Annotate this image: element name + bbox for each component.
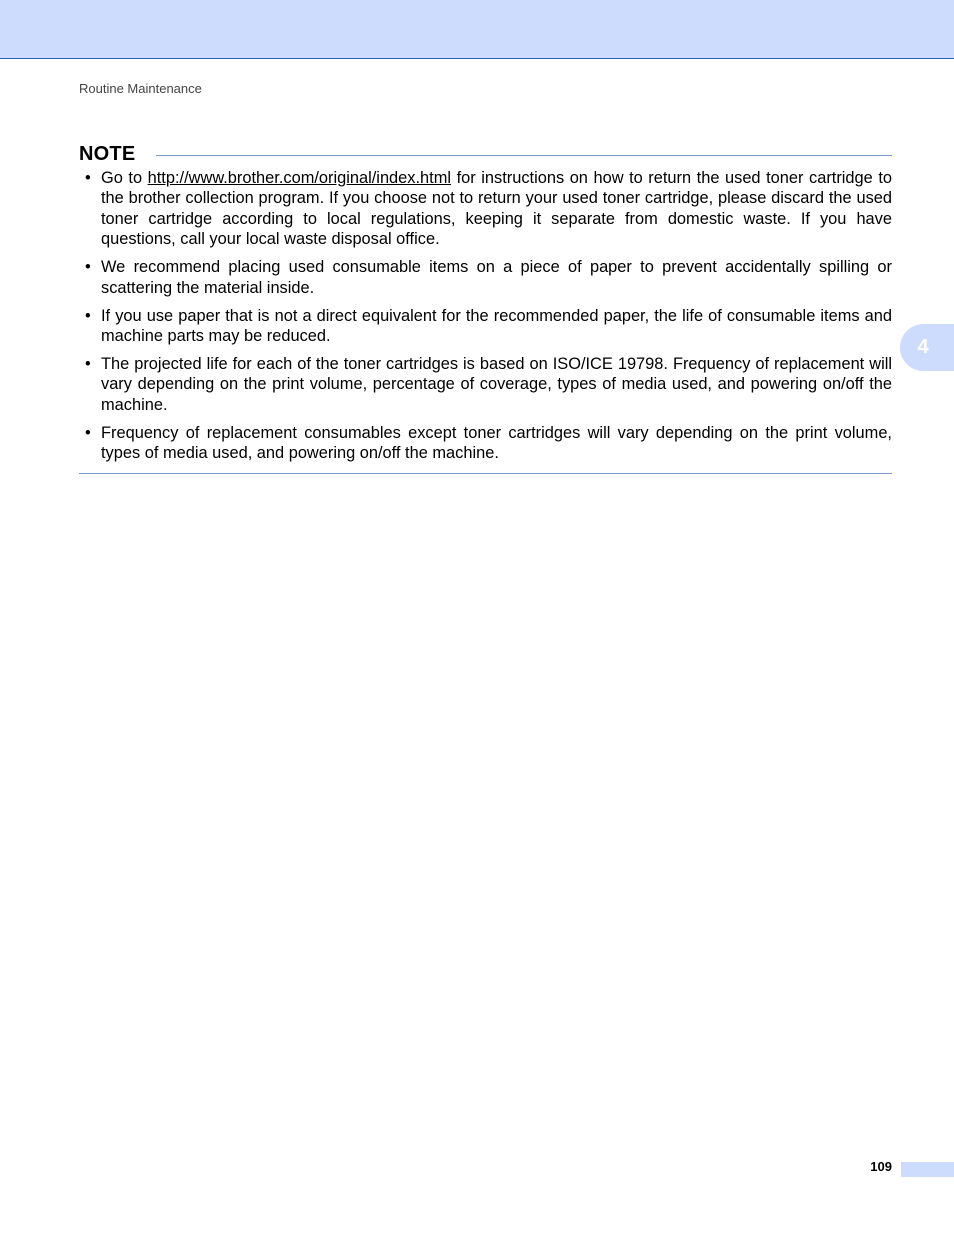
bullet: • bbox=[85, 258, 91, 277]
bullet: • bbox=[85, 306, 91, 325]
note-item-text: for instructions on how to return the used toner cartridge to the brother collection program. If you choose not to return your used toner cartridge, please discard the used toner cartridge according to local regulations, keeping it separate from domestic waste. If you have questions, call your local waste disposal office. bbox=[101, 169, 892, 249]
note-item-text: The projected life for each of the toner cartridges is based on ISO/ICE 19798. Frequency of replacement will vary depending on the print volume, percentage of coverage, types of media used, and powering on/off the machine. bbox=[101, 355, 892, 414]
note-item-text: If you use paper that is not a direct equivalent for the recommended paper, the life of consumable items and machine parts may be reduced. bbox=[101, 306, 892, 346]
note-item-text: Frequency of replacement consumables except toner cartridges will vary depending on the print volume, types of media used, and powering on/off the machine. bbox=[101, 423, 892, 463]
note-item-text: We recommend placing used consumable items on a piece of paper to prevent accidentally spilling or scattering the material inside. bbox=[101, 258, 892, 297]
note-title: NOTE bbox=[79, 143, 136, 165]
bullet: • bbox=[85, 423, 91, 442]
brother-original-link[interactable]: http://www.brother.com/original/index.html bbox=[147, 169, 452, 187]
note-item bbox=[79, 354, 892, 415]
note-top-rule bbox=[156, 155, 892, 156]
note-list bbox=[79, 168, 892, 471]
running-header: Routine Maintenance bbox=[79, 81, 202, 96]
page-number: 109 bbox=[870, 1159, 892, 1174]
note-item bbox=[79, 306, 892, 347]
bullet: • bbox=[85, 169, 91, 187]
note-bottom-rule bbox=[79, 473, 892, 474]
bullet: • bbox=[85, 355, 91, 374]
note-item bbox=[79, 423, 892, 464]
note-item bbox=[79, 168, 892, 250]
chapter-tab bbox=[900, 324, 954, 371]
note-item-prefix: Go to bbox=[101, 169, 148, 187]
footer-band bbox=[901, 1162, 954, 1177]
header-band bbox=[0, 0, 954, 59]
chapter-number: 4 bbox=[917, 336, 929, 358]
note-item bbox=[79, 257, 892, 298]
